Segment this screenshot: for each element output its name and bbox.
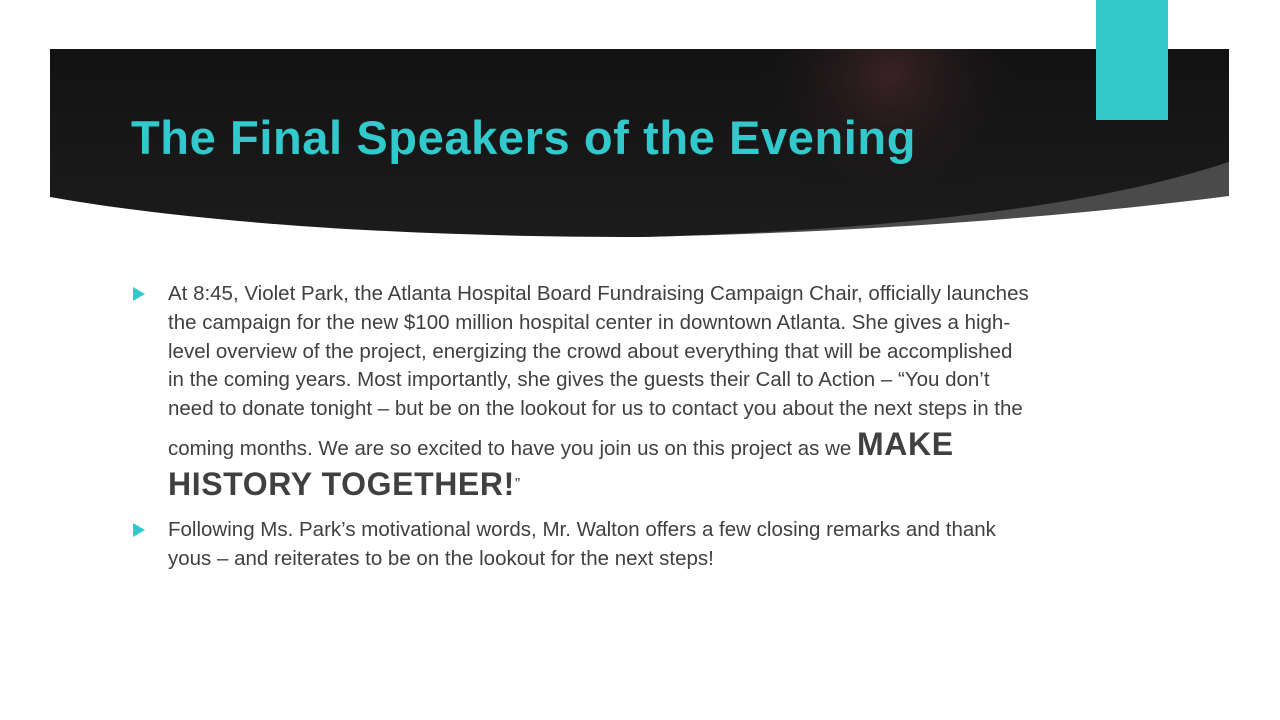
- emphasis-text: MAKE HISTORY TOGETHER!: [168, 425, 954, 502]
- closing-quote: ”: [514, 475, 521, 493]
- bullet-text: Following Ms. Park’s motivational words, Mr. Walton offers a few closing remarks and thank yous – and reiterates to be on the lookout for the next steps!: [168, 517, 996, 570]
- list-item: [131, 516, 1031, 574]
- page-title: The Final Speakers of the Evening: [131, 111, 917, 164]
- bullet-text: At 8:45, Violet Park, the Atlanta Hospital Board Fundraising Campaign Chair, officially launches the campaign for the new $100 million hospital center in downtown Atlanta. She gives a high-level overview of the project, energizing the crowd about everything that will be accomplished in the coming years. Most importantly, she gives the guests their Call to Action – “You don’t need to donate tonight – but be on the lookout for us to contact you about the next steps in the coming months. We are so excited to have you join us on this project as we: [168, 282, 1029, 460]
- accent-block: [1096, 0, 1168, 120]
- bullet-list: [131, 280, 1031, 574]
- triangle-bullet-icon: [133, 523, 145, 537]
- triangle-bullet-icon: [133, 287, 145, 301]
- list-item: [131, 280, 1031, 504]
